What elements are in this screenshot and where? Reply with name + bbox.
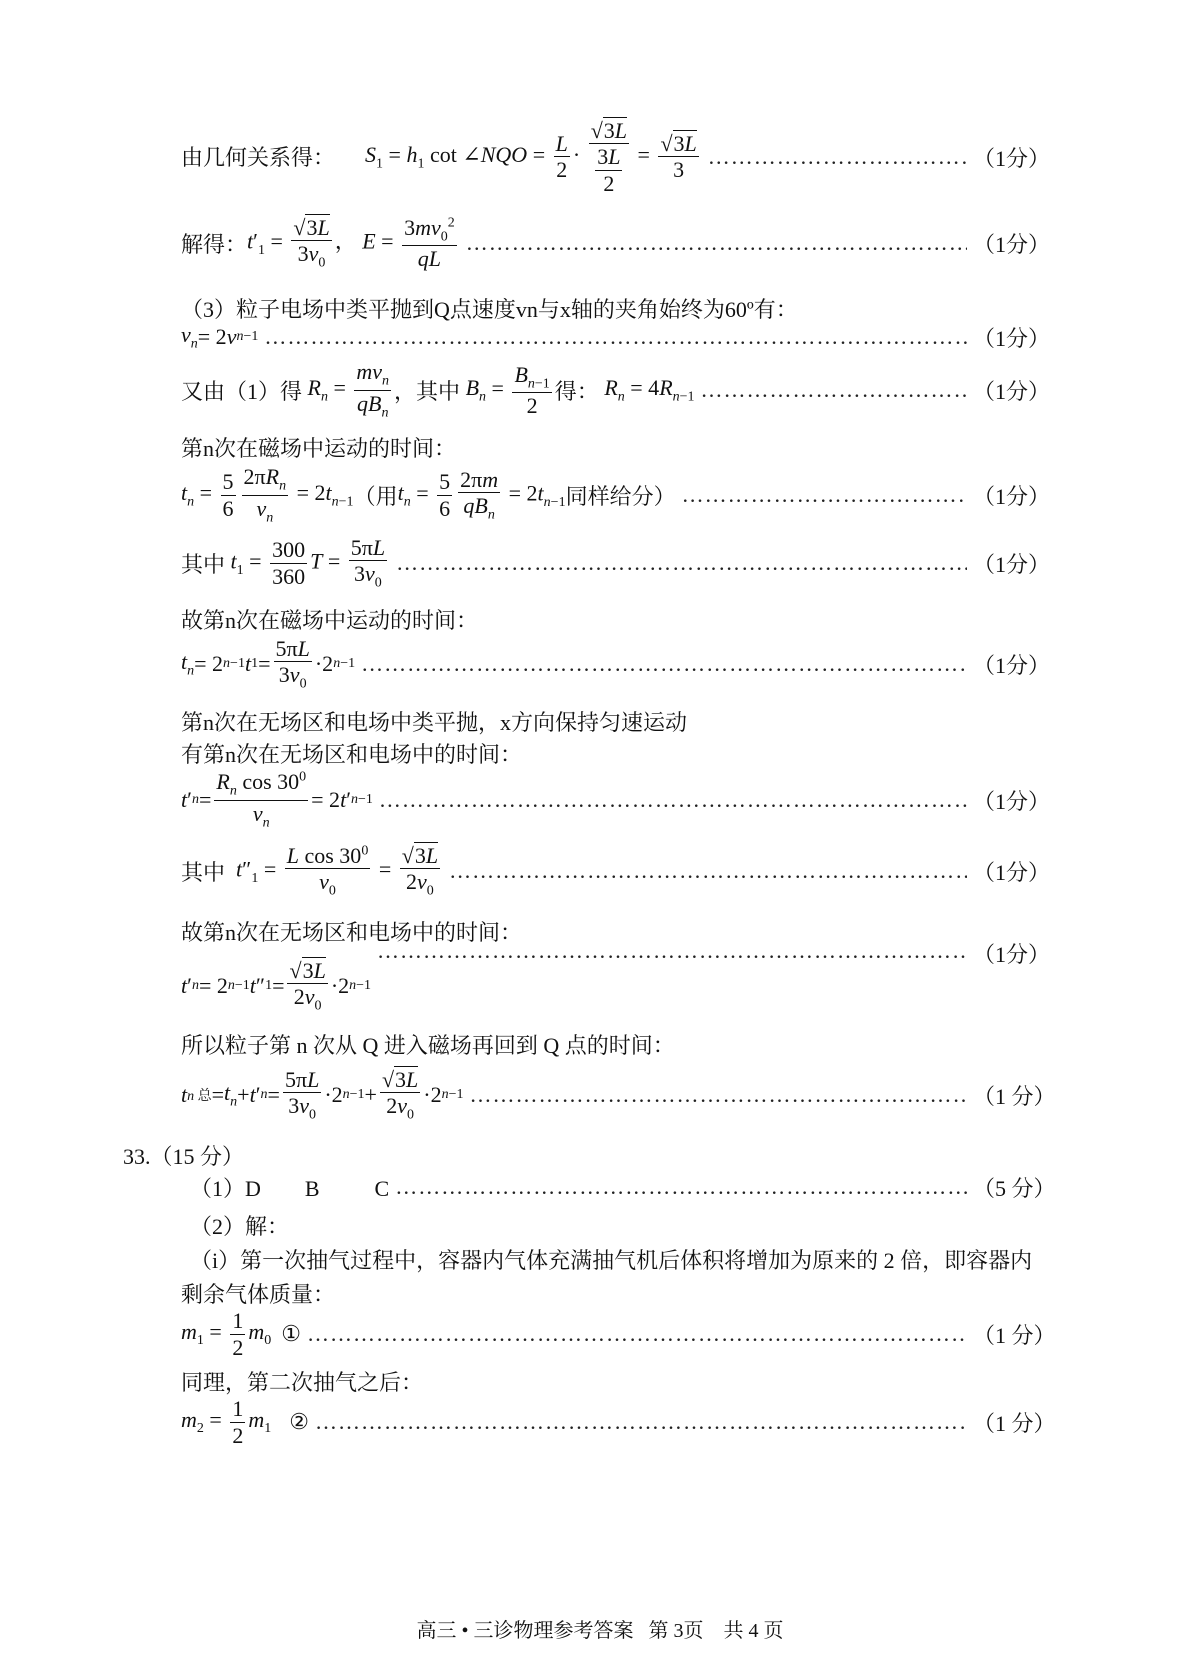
fieldfree-heading: 有第n次在无场区和电场中的时间： [181, 742, 523, 767]
dot-leader [307, 1321, 967, 1347]
total-time-heading: 所以粒子第 n 次从 Q 进入磁场再回到 Q 点的时间： [181, 1033, 675, 1058]
question-33-title: 33.（15 分） [123, 1144, 245, 1169]
dot-leader [264, 324, 967, 350]
dot-leader [470, 1082, 967, 1108]
dot-leader [377, 938, 967, 964]
q33-i-text-2: 剩余气体质量： [181, 1282, 336, 1307]
dot-leader [361, 651, 967, 677]
magnetic-time-heading: 第n次在磁场中运动的时间： [181, 436, 457, 461]
line-total-time [181, 1060, 1056, 1130]
score: （1 分） [973, 1410, 1056, 1436]
line-vn [181, 321, 1051, 352]
score: （1 分） [973, 1083, 1056, 1109]
q33-same-text: 同理，第二次抽气之后： [181, 1370, 424, 1395]
label: 由几何关系得： [181, 145, 336, 171]
score: （1分） [973, 378, 1051, 404]
label: 得： [554, 378, 599, 404]
equation-mark: ② [289, 1409, 309, 1434]
formula: $R_n = 4R_{n-1}$ [604, 374, 695, 405]
score: （1分） [973, 652, 1051, 678]
score: （1分） [973, 231, 1051, 257]
equation-mark: ① [281, 1321, 301, 1346]
label: 又由（1）得 [181, 378, 303, 404]
line-tn [181, 463, 1051, 527]
formula: $B_n$ = $\frac{B_{n-1}}{2}$ [465, 361, 550, 419]
score: （1分） [973, 145, 1051, 171]
line-tn-prime [181, 768, 1051, 832]
line-tn-prime-final [181, 930, 1051, 1020]
line-m1 [181, 1306, 1056, 1362]
score: （1分） [973, 551, 1051, 577]
formula: $t_n$ = 2 n−1 t 1 = $\frac{5\pi L}{3v_0}$ ·2 n−1 [181, 635, 356, 692]
label: （1）D B C [190, 1175, 390, 1201]
line-rn [181, 359, 1051, 420]
fieldfree-summary: 故第n次在无场区和电场中的时间： [181, 920, 523, 945]
score: （5 分） [973, 1175, 1056, 1201]
label: （用 [353, 483, 398, 509]
line-q33-part1 [190, 1172, 1056, 1202]
score: （1分） [973, 483, 1051, 509]
formula: t ′ n = 2 n−1 t ″ 1 = $\frac{√3L}{2v_0}$ ·2 n−1 [181, 958, 372, 1014]
formula: $m_1$ = $\frac{1}{2}$ $m_0$ [181, 1308, 272, 1360]
label: 其中 [181, 551, 226, 577]
line-geometry [181, 112, 1051, 202]
line-tn-final [181, 633, 1051, 695]
score: （1分） [973, 859, 1051, 885]
dot-leader [449, 858, 967, 884]
dot-leader [395, 1174, 967, 1200]
score: （1分） [973, 942, 1051, 967]
line-m2 [181, 1394, 1056, 1450]
line-t1 [181, 532, 1051, 594]
formula: $t_n$ = $\frac{5}{6}$ $\frac{2\pi m}{qB_n}$ = $2t_{n-1}$ [397, 466, 566, 523]
dot-leader [396, 550, 967, 576]
score: （1 分） [973, 1322, 1056, 1348]
line-solve [181, 212, 1051, 274]
dot-leader [708, 144, 967, 170]
score: （1分） [973, 788, 1051, 814]
dot-leader [682, 482, 967, 508]
q33-i-text-1: （i）第一次抽气过程中，容器内气体充满抽气机后体积将增加为原来的 2 倍，即容器内 [190, 1248, 1033, 1273]
score: （1分） [973, 325, 1051, 351]
dot-leader [701, 377, 967, 403]
formula: $v_n$ = 2 v n−1 [181, 321, 259, 352]
formula: $m_2$ = $\frac{1}{2}$ $m_1$ [181, 1396, 272, 1448]
label: 解得： [181, 231, 248, 257]
part3-intro: （3）粒子电场中类平抛到Q点速度vn与x轴的夹角始终为60º有： [181, 297, 798, 322]
formula: $t''_1$ = $\frac{L \cos 30^0}{v_0}$ = $\frac{√3L}{2v_0}$ [236, 842, 439, 899]
magnetic-time-summary: 故第n次在磁场中运动的时间： [181, 608, 479, 633]
formula: $t'_1$ = $\frac{√3L}{3v_0}$ ， E = $\frac{3mv_0^2}{qL}$ [247, 214, 455, 272]
label: ，其中 [394, 378, 461, 404]
dot-leader [315, 1409, 967, 1435]
formula: t n 总 = $t_n$ + t ′ n = $\frac{5\pi L}{3v_0}$ ·2 n−1 + $\frac{√3L}{2v_0}$ ·2 n−1 [181, 1066, 464, 1123]
label: 同样给分） [565, 483, 676, 509]
label: 其中 [181, 859, 226, 885]
formula: $t_n$ = $\frac{5}{6}$ $\frac{2\pi R_n}{v_n}$ = $2t_{n-1}$ [181, 464, 354, 525]
formula: t ′ n = $\frac{R_n \cos 30^0}{v_n}$ = 2 t ′ n−1 [181, 769, 373, 830]
fieldfree-note: 第n次在无场区和电场中类平抛，x方向保持匀速运动 [181, 710, 688, 735]
formula: $R_n$ = $\frac{mv_n}{qB_n}$ [307, 359, 390, 420]
formula: $S_1 = h_1$ cot ∠NQO = $\frac{L}{2}$ · $\frac{√3L}{\frac{3L}{2}}$ = $\frac{√3L}{3}$ [365, 118, 697, 196]
formula: $t_1$ = $\frac{300}{360}$ T = $\frac{5\pi L}{3v_0}$ [230, 534, 386, 591]
dot-leader [466, 230, 967, 256]
q33-part2-label: （2）解： [190, 1214, 290, 1239]
dot-leader [379, 787, 967, 813]
line-t1-double-prime [181, 840, 1051, 902]
page-footer: 高三 • 三诊物理参考答案 第 3页 共 4 页 [416, 1620, 784, 1642]
